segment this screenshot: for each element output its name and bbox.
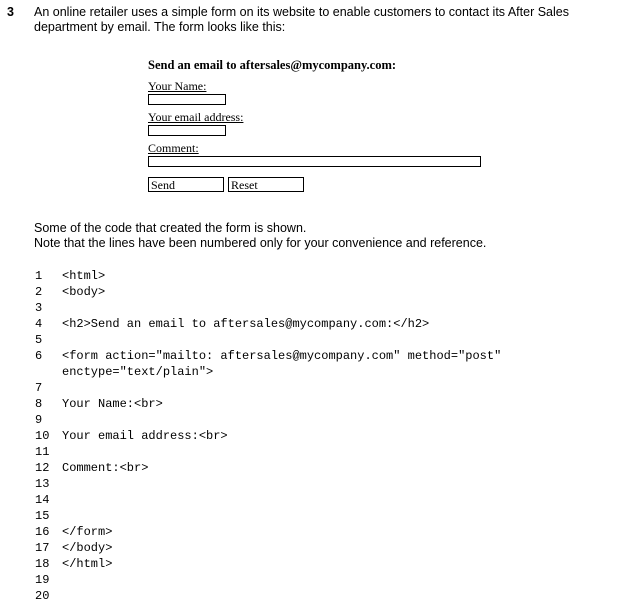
line-number: 9 [35,413,43,427]
code-line [35,348,501,380]
code-text: <html> [62,269,106,283]
code-note [34,221,486,251]
code-line [35,508,501,524]
code-line [35,396,501,412]
line-number: 13 [35,477,50,491]
code-text: </html> [62,557,113,571]
send-button: Send [148,177,224,192]
code-line [35,540,501,556]
reset-button: Reset [228,177,304,192]
code-line [35,492,501,508]
code-line [35,476,501,492]
code-line [35,332,501,348]
note-line-2: Note that the lines have been numbered only for your convenience and reference. [34,236,487,250]
line-number: 16 [35,525,50,539]
line-number: 15 [35,509,50,523]
line-number: 3 [35,301,43,315]
code-line [35,268,501,284]
code-line [35,412,501,428]
code-listing [35,268,501,604]
note-line-1: Some of the code that created the form is shown. [34,221,307,235]
line-number: 4 [35,317,43,331]
name-label: Your Name: [148,79,207,93]
form-title: Send an email to aftersales@mycompany.com: [148,58,397,72]
line-number: 1 [35,269,43,283]
line-number: 6 [35,349,43,363]
code-text: Comment:<br> [62,461,149,475]
line-number: 7 [35,381,43,395]
code-line [35,428,501,444]
code-text: Your Name:<br> [62,397,163,411]
line-number: 11 [35,445,50,459]
email-field [148,125,226,136]
line-number: 8 [35,397,43,411]
line-number: 17 [35,541,50,555]
line-number: 10 [35,429,50,443]
code-text: <form action="mailto: aftersales@mycompany.com" method="post" enctype="text/plain"> [62,349,502,379]
line-number: 5 [35,333,43,347]
code-line [35,572,501,588]
line-number: 20 [35,589,50,603]
question-text: An online retailer uses a simple form on its website to enable customers to contact its After Sales department by email. The form looks like this: [34,5,569,34]
code-line [35,556,501,572]
code-line [35,316,501,332]
code-text: </form> [62,525,113,539]
line-number: 19 [35,573,50,587]
line-number: 2 [35,285,43,299]
form-preview [148,58,488,192]
code-line [35,460,501,476]
code-text: <body> [62,285,106,299]
comment-label: Comment: [148,141,199,155]
comment-field [148,156,481,167]
code-text: </body> [62,541,113,555]
code-line [35,588,501,604]
code-line [35,524,501,540]
line-number: 12 [35,461,50,475]
code-line [35,444,501,460]
code-line [35,380,501,396]
question-number: 3 [7,5,14,19]
line-number: 14 [35,493,50,507]
code-text: Your email address:<br> [62,429,228,443]
code-line [35,284,501,300]
button-row [148,177,488,192]
name-field [148,94,226,105]
line-number: 18 [35,557,50,571]
code-text: <h2>Send an email to aftersales@mycompany.com:</h2> [62,317,430,331]
code-line [35,300,501,316]
email-label: Your email address: [148,110,244,124]
